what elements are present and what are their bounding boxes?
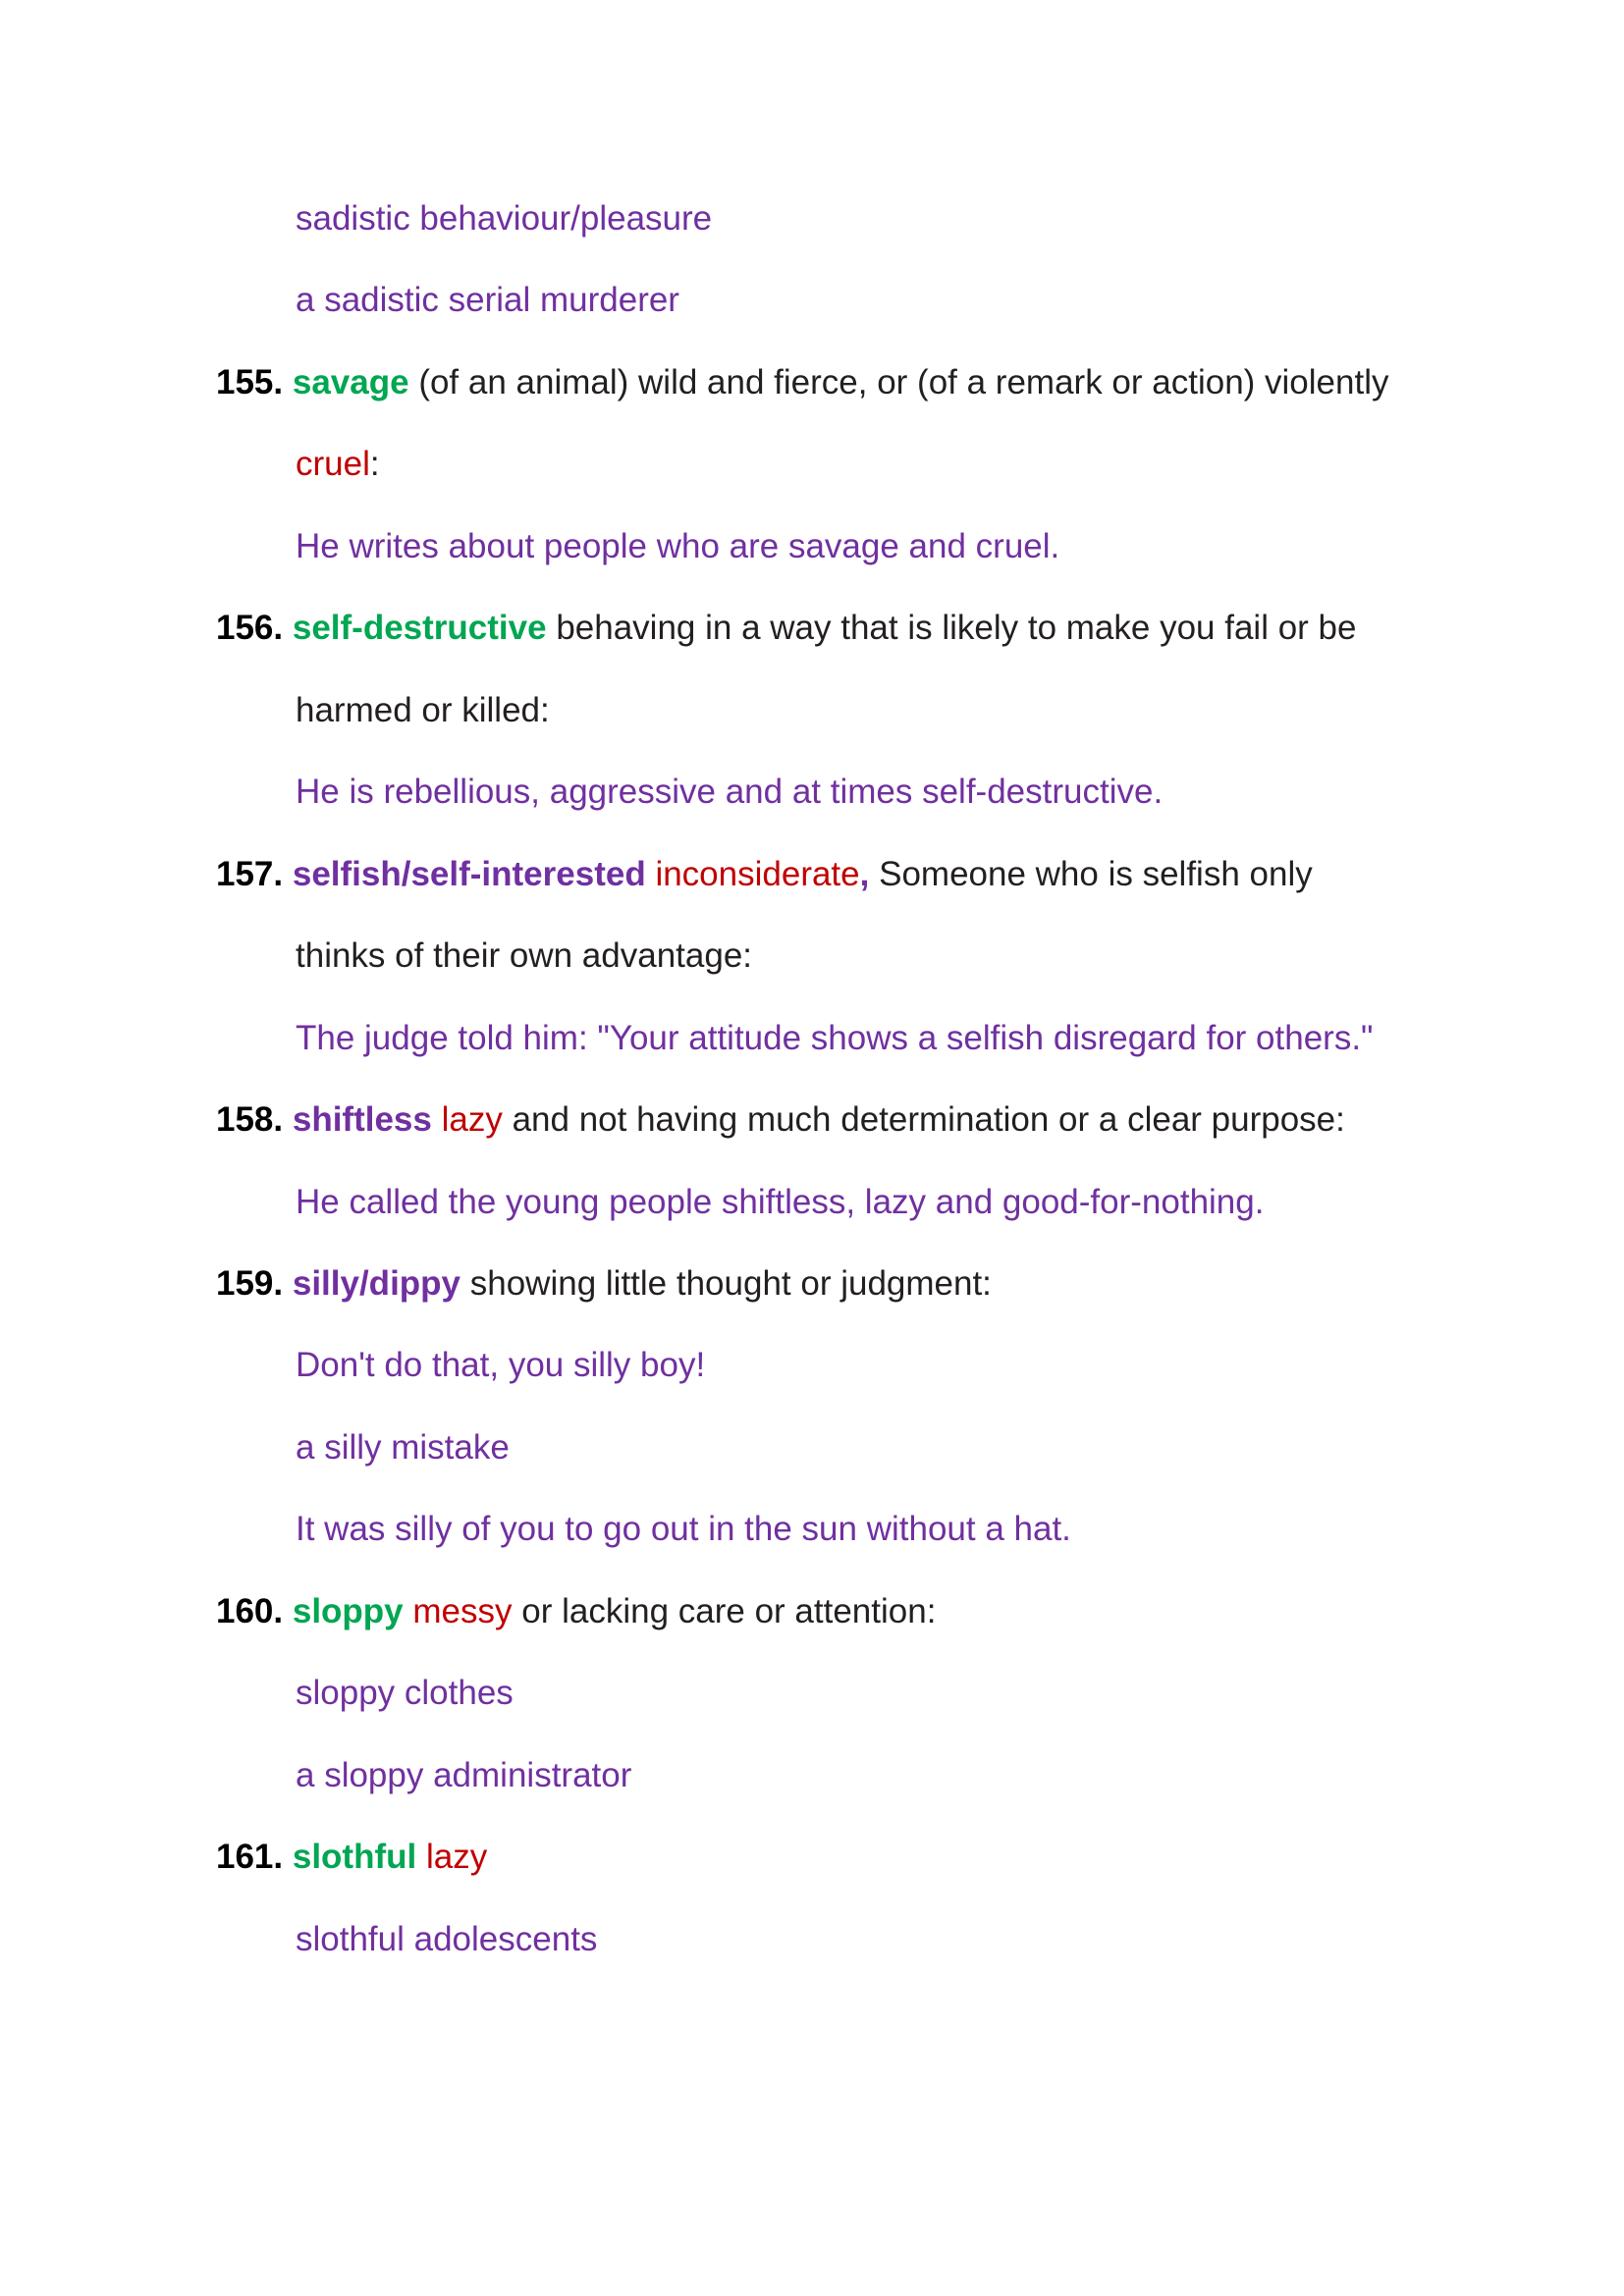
headword: sloppy bbox=[292, 1592, 404, 1630]
entry-number: 157. bbox=[216, 855, 284, 893]
synonym: inconsiderate bbox=[655, 855, 860, 893]
example-text: He writes about people who are savage and cruel. bbox=[296, 527, 1060, 565]
example-text: sadistic behaviour/pleasure bbox=[296, 199, 713, 238]
headword: savage bbox=[292, 363, 409, 401]
example-text: a silly mistake bbox=[296, 1428, 510, 1467]
synonym: lazy bbox=[441, 1100, 503, 1139]
example-text: sloppy clothes bbox=[296, 1674, 514, 1712]
entry-158 bbox=[216, 1100, 1345, 1140]
headword: shiftless bbox=[292, 1100, 432, 1139]
entry-number: 158. bbox=[216, 1100, 284, 1139]
entry-161 bbox=[216, 1838, 487, 1877]
entry-159 bbox=[216, 1264, 992, 1304]
example-text: slothful adolescents bbox=[296, 1920, 598, 1958]
headword: silly/dippy bbox=[292, 1264, 461, 1303]
example-text: a sadistic serial murderer bbox=[296, 281, 679, 319]
synonym: messy bbox=[412, 1592, 513, 1630]
synonym: lazy bbox=[425, 1838, 488, 1876]
entry-number: 155. bbox=[216, 363, 284, 401]
comma: , bbox=[859, 855, 870, 893]
example-text: The judge told him: "Your attitude shows a selfish disregard for others." bbox=[296, 1019, 1374, 1057]
example-text: Don't do that, you silly boy! bbox=[296, 1346, 706, 1384]
colon: : bbox=[369, 445, 380, 483]
example-text: a sloppy administrator bbox=[296, 1756, 632, 1794]
entry-number: 156. bbox=[216, 609, 284, 647]
headword: slothful bbox=[292, 1838, 417, 1876]
headword: selfish/self-interested bbox=[292, 855, 646, 893]
entry-156 bbox=[216, 609, 1356, 648]
example-text: It was silly of you to go out in the sun without a hat. bbox=[296, 1510, 1071, 1548]
definition-text: harmed or killed: bbox=[296, 691, 550, 729]
entry-number: 160. bbox=[216, 1592, 284, 1630]
definition-text: behaving in a way that is likely to make you fail or be bbox=[556, 609, 1357, 647]
example-text: He called the young people shiftless, lazy and good-for-nothing. bbox=[296, 1183, 1265, 1221]
entry-155-cont bbox=[296, 445, 380, 484]
entry-157 bbox=[216, 855, 1313, 894]
definition-text: (of an animal) wild and fierce, or (of a remark or action) violently bbox=[418, 363, 1389, 401]
definition-text: showing little thought or judgment: bbox=[469, 1264, 992, 1303]
entry-number: 161. bbox=[216, 1838, 284, 1876]
definition-text: and not having much determination or a clear purpose: bbox=[512, 1100, 1345, 1139]
definition-text: or lacking care or attention: bbox=[521, 1592, 937, 1630]
synonym: cruel bbox=[296, 445, 370, 483]
entry-155 bbox=[216, 363, 1388, 402]
definition-text: thinks of their own advantage: bbox=[296, 936, 753, 975]
example-text: He is rebellious, aggressive and at times self-destructive. bbox=[296, 773, 1164, 811]
entry-160 bbox=[216, 1592, 936, 1631]
entry-number: 159. bbox=[216, 1264, 284, 1303]
definition-text: Someone who is selfish only bbox=[879, 855, 1313, 893]
headword: self-destructive bbox=[292, 609, 547, 647]
